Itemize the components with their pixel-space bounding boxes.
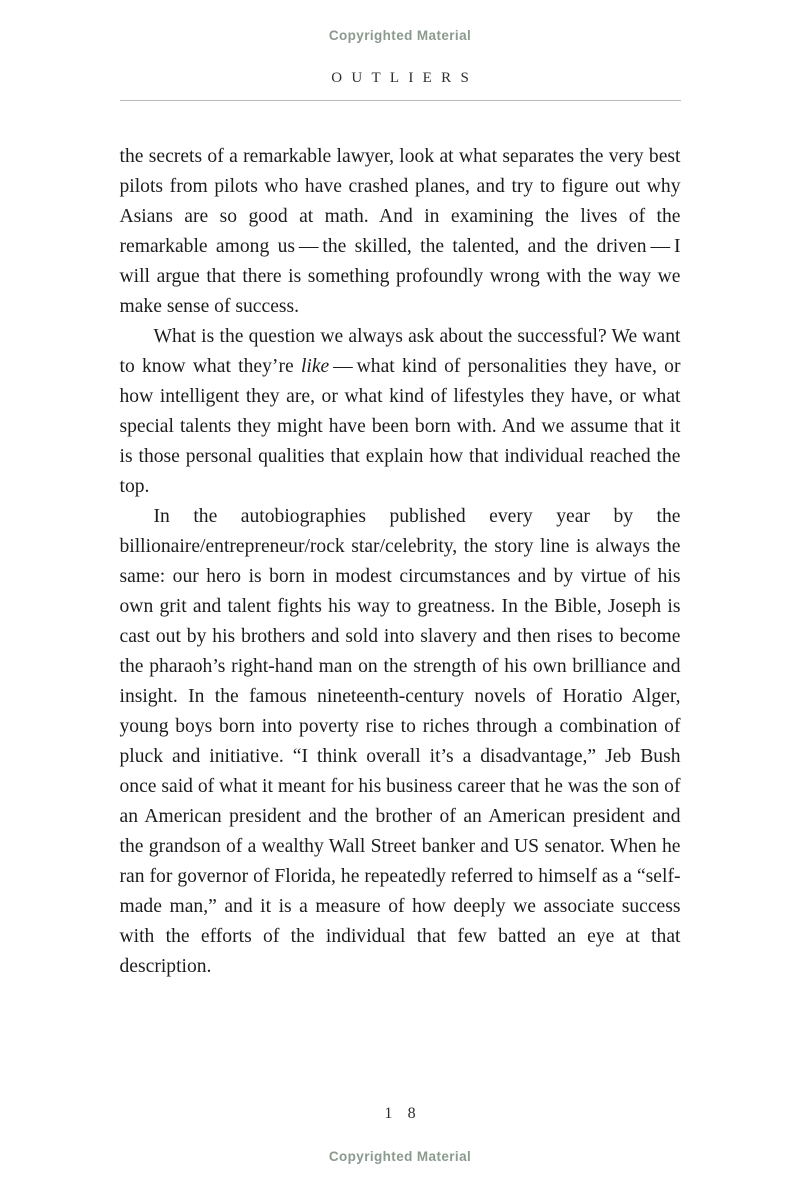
copyright-notice-bottom: Copyrighted Material [328, 1149, 472, 1164]
copyright-notice-top: Copyrighted Material [328, 28, 472, 43]
italic-word-like: like [300, 356, 330, 377]
paragraph-2-text-post: — what kind of personalities they have, or how intelligent they are, or what kind of lifestyles they have, or what special talents they might have been born with. And we assume that it is those personal qualities that explain how that individual reached the top. [119, 356, 681, 497]
header-rule [120, 100, 681, 101]
page-number: 1 8 [384, 1105, 422, 1122]
paragraph-2-text-pre: What is the question we always ask about the successful? We want to know what they’re [119, 326, 681, 377]
paragraph-3: In the autobiographies published every year by the billionaire/entrepreneur/rock star/celebrity, the story line is always the same: our hero is born in modest circumstances and by virtue of his own grit and talent fights his way to greatness. In the Bible, Joseph is cast out by his brothers and sold into slavery and then rises to become the pharaoh’s right-hand man on the strength of his own brilliance and insight. In the famous nineteenth-century novels of Horatio Alger, young boys born into poverty rise to riches through a combination of pluck and initiative. “I think overall it’s a disadvantage,” Jeb Bush once said of what it meant for his business career that he was the son of an American president and the brother of an American president and the grandson of a wealthy Wall Street banker and US senator. When he ran for governor of Florida, he repeatedly referred to himself as a “self-made man,” and it is a measure of how deeply we associate success with the efforts of the individual that few batted an eye at that description. [119, 506, 681, 977]
paragraph-1: the secrets of a remarkable lawyer, look at what separates the very best pilots from pilots who have crashed planes, and try to figure out why Asians are so good at math. And in examining the lives of the remarkable among us — the skilled, the talented, and the driven — I will argue that there is something profoundly wrong with the way we make sense of success. [119, 146, 681, 317]
book-title: OUTLIERS [331, 70, 479, 86]
paragraph-2 [120, 322, 681, 502]
page-footer [0, 1105, 800, 1190]
body-text [120, 142, 681, 982]
